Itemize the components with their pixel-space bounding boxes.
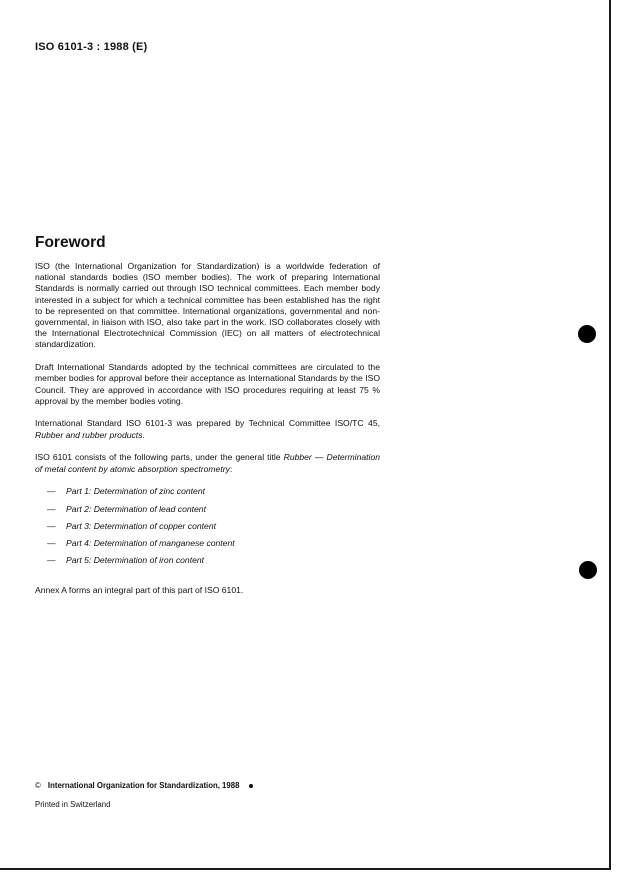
list-item <box>35 504 380 521</box>
copyright-line <box>35 781 253 790</box>
bullet-dot-icon <box>249 784 253 788</box>
foreword-heading: Foreword <box>35 234 106 251</box>
part-title: Part 3: Determination of copper content <box>66 520 216 531</box>
list-item <box>35 521 380 538</box>
list-item <box>35 538 380 555</box>
punch-hole-icon <box>578 325 596 343</box>
list-dash: — <box>47 555 56 566</box>
paragraph-prepared-by <box>35 418 380 440</box>
list-dash: — <box>47 486 56 497</box>
page-right-border <box>609 0 611 868</box>
part-title: Part 1: Determination of zinc content <box>66 486 206 497</box>
paragraph-annex: Annex A forms an integral part of this part of ISO 6101. <box>35 584 244 595</box>
parts-intro-text: ISO 6101 consists of the following parts, under the general title <box>35 452 281 463</box>
part-title: Part 2: Determination of lead content <box>66 503 206 514</box>
copyright-text: International Organization for Standardization, 1988 <box>47 781 240 790</box>
parts-intro-colon: : <box>229 463 233 474</box>
printed-in: Printed in Switzerland <box>35 800 111 809</box>
prepared-by-text: International Standard ISO 6101-3 was prepared by Technical Committee ISO/TC 45, <box>35 418 380 429</box>
general-title: Rubber — Determination of metal content by atomic absorption spectrometry <box>35 452 380 474</box>
punch-hole-icon <box>579 561 597 579</box>
paragraph-iso-intro: ISO (the International Organization for Standardization) is a worldwide federation of national standards bodies (ISO member bodies). The work of preparing International Standards is normally carried out through ISO technical committees. Each member body interested in a subject for which a technical committee has been established has the right to be represented on that committee. International organizations, governmental and non-governmental, in liaison with ISO, also take part in the work. ISO collaborates closely with the International Electrotechnical Commission (IEC) on all matters of electrotechnical standardization. <box>35 261 380 350</box>
foreword-body <box>35 261 380 607</box>
list-dash: — <box>47 538 56 549</box>
paragraph-draft-standards: Draft International Standards adopted by the technical committees are circulated to the member bodies for approval before their acceptance as International Standards by the ISO Council. They are approved in accordance with ISO procedures requiring at least 75 % approval by the member bodies voting. <box>35 362 380 406</box>
list-dash: — <box>47 520 56 531</box>
copyright-symbol: © <box>35 781 41 790</box>
committee-title: Rubber and rubber products. <box>35 429 145 440</box>
part-title: Part 4: Determination of manganese content <box>66 538 235 549</box>
list-dash: — <box>47 503 56 514</box>
page-bottom-border <box>0 868 611 870</box>
list-item <box>35 486 380 503</box>
list-item <box>35 555 380 572</box>
paragraph-parts-intro <box>35 452 380 474</box>
part-title: Part 5: Determination of iron content <box>66 555 205 566</box>
parts-list <box>35 486 380 572</box>
document-identifier: ISO 6101-3 : 1988 (E) <box>35 41 148 53</box>
